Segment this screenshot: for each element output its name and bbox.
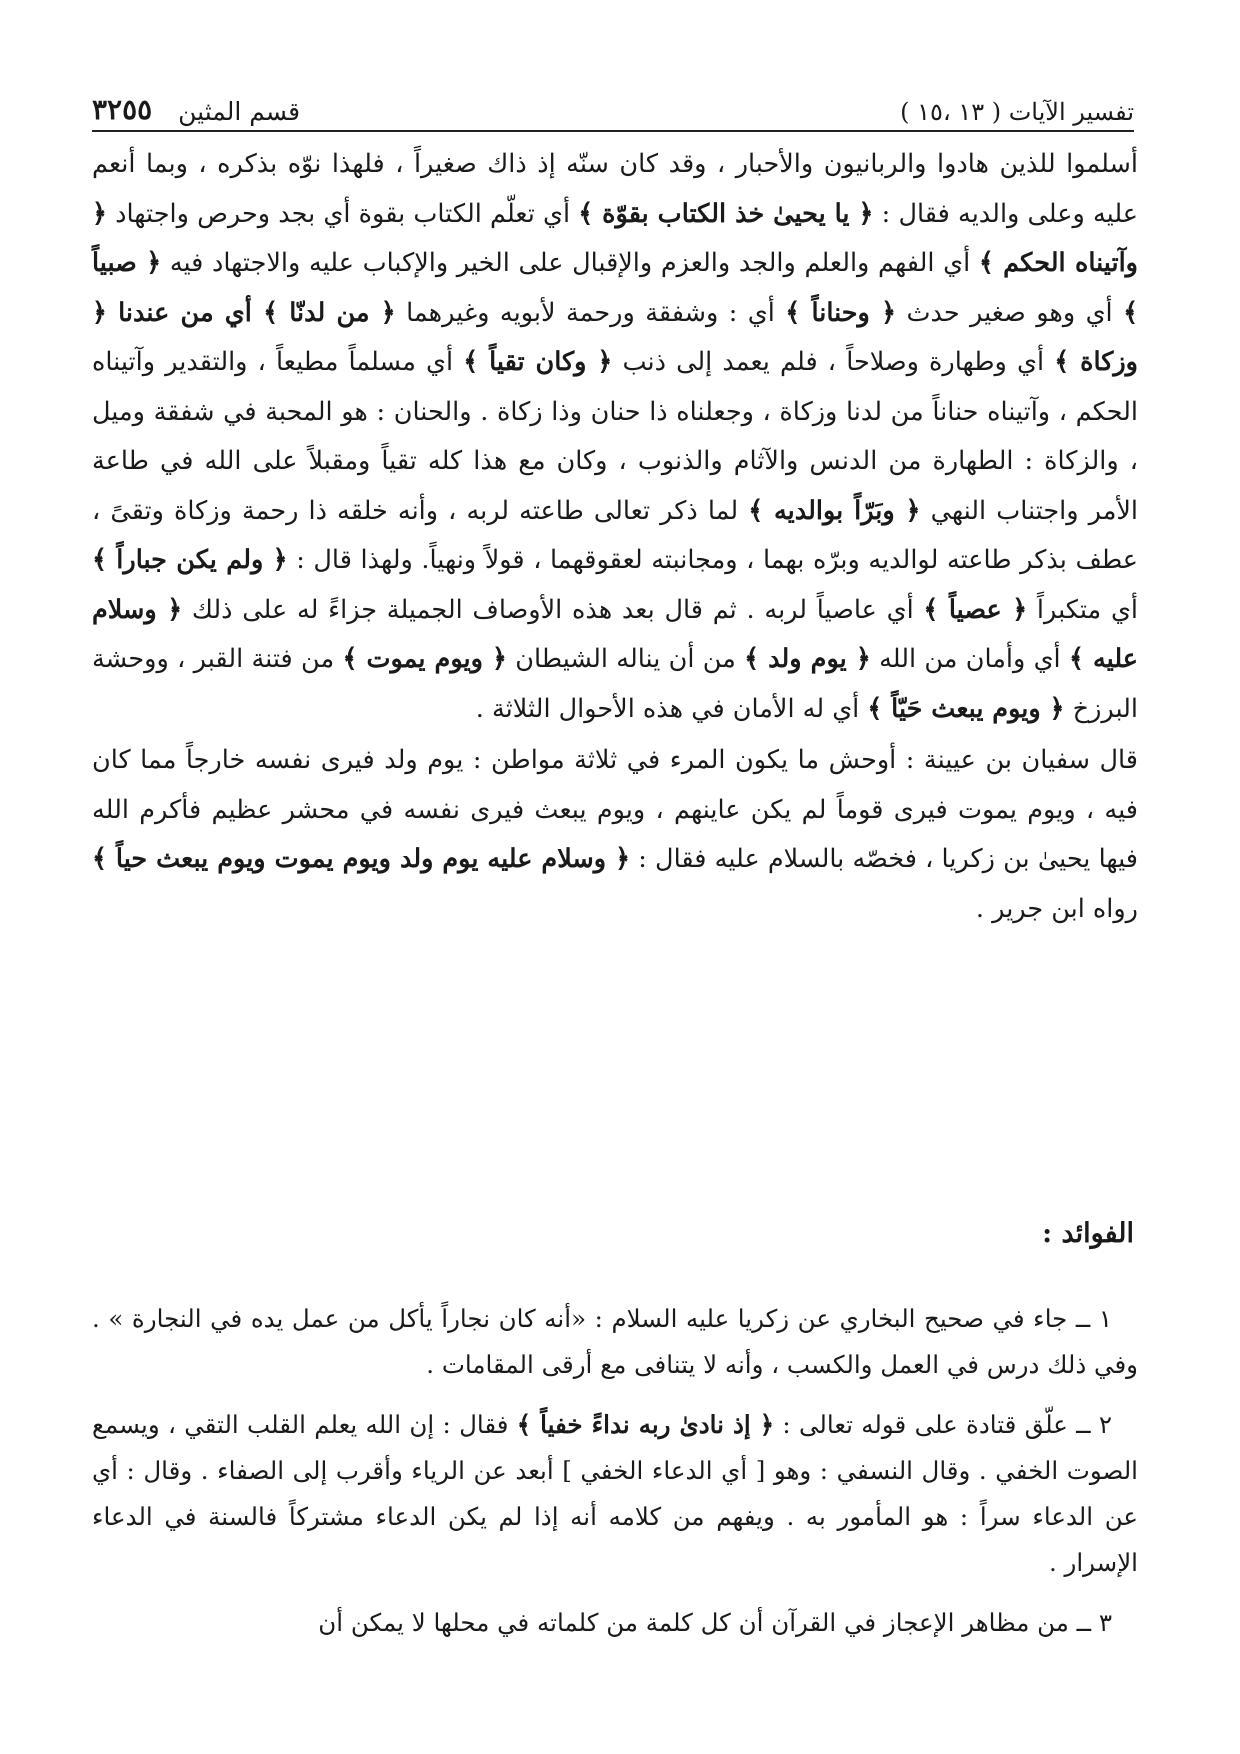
quran-quote: ﴿ وسلام عليه ﴾ [92,594,1138,674]
text-run: أي مسلماً مطيعاً ، والتقدير وآتيناه الحكم ، وآتيناه حناناً من لدنا وزكاة ، وجعلناه ذا حنان وذا زكاة . والحنان : هو المحبة في شفقة وميل ، والزكاة : الطهارة من الدنس والآثام والذنوب ، وكان مع هذا كله تقياً ومقبلاً على الله في طاعة الأمر واجتناب النهي [92,347,1138,526]
quran-quote: ﴿ ويوم يموت ﴾ [342,644,507,674]
text-run: أي وطهارة وصلاحاً ، فلم يعمد إلى ذنب [612,347,1055,377]
quran-quote: ﴿ عصياً ﴾ [923,594,1028,625]
text-run: أسلموا للذين هادوا والربانيون والأحبار ، وقد كان سنّه إذ ذاك صغيراً ، فلهذا نوّه بذكره ، وبما أنعم عليه وعلى والديه فقال : [92,149,1139,229]
quran-quote: ﴿ ويوم يبعث حَيّاً ﴾ [867,693,1065,724]
quran-quote: ﴿ وكان تقياً ﴾ [463,347,613,377]
header-section: قسم المثين [178,97,301,126]
text-run: من فتنة القبر ، ووحشة البرزخ [92,644,1138,724]
text-run: أي وأمان من الله [870,644,1069,674]
page-header [92,78,1134,126]
header-rule [92,130,1134,132]
quran-quote: ﴿ إذ نادىٰ ربه نداءً خفياً ﴾ [516,1410,775,1439]
benefit-item-2 [92,1402,1138,1586]
quran-quote: ﴿ ولم يكن جباراً ﴾ [92,545,288,575]
text-run: أي وهو صغير حدث [896,297,1124,328]
text-run: أي : وشفقة ورحمة لأبويه وغيرهما [395,297,786,328]
benefit-item-3: ٣ ــ من مظاهر الإعجاز في القرآن أن كل كلمة من كلماته في محلها لا يمكن أن [318,1608,1112,1637]
text-run: ٢ ــ علّق قتادة على قوله تعالى : [774,1410,1112,1439]
quran-quote: ﴿ وبَرّاً بوالديه ﴾ [748,495,921,526]
text-run: لما ذكر تعالى طاعته لربه ، وأنه خلقه ذا رحمة وزكاة وتقىً ، عطف بذكر طاعته لوالديه وبرّه بهما ، ومجانبته لعقوقهما ، قولاً ونهياً. ولهذا قال : [92,495,1138,575]
benefits-heading: الفوائد : [1042,1218,1134,1249]
quran-quote: ﴿ صبياً ﴾ [92,248,1139,328]
paragraph-1 [92,140,1138,734]
quran-quote: ﴿ يوم ولد ﴾ [744,644,871,674]
text-run: من أن يناله الشيطان [506,644,745,674]
page-number: ٣٢٥٥ [92,93,153,126]
text-run: أي له الأمان في هذه الأحوال الثلاثة . [475,693,868,724]
quran-quote: ﴿ يا يحيىٰ خذ الكتاب بقوّة ﴾ [578,198,874,229]
text-run: قال سفيان بن عيينة : أوحش ما يكون المرء في ثلاثة مواطن : يوم ولد فيرى نفسه خارجاً مما كان فيه ، ويوم يموت فيرى قوماً لم يكن عاينهم ، ويوم يبعث فيرى نفسه في محشر عظيم فأكرم الله فيها يحيىٰ بن زكريا ، فخصّه بالسلام عليه فقال : [92,745,1138,874]
text-run: أي متكبراً [1027,594,1138,625]
benefit-item-1: ١ ــ جاء في صحيح البخاري عن زكريا عليه السلام : «أنه كان نجاراً يأكل من عمل يده في النجارة » . وفي ذلك درس في العمل والكسب ، وأنه لا يتنافى مع أرقى المقامات . [92,1304,1138,1379]
quran-quote: ﴿ من لدنّا ﴾ [263,297,396,328]
quran-quote: ﴿ وحناناً ﴾ [785,297,897,328]
text-run: فقال : إن الله يعلم القلب التقي ، ويسمع الصوت الخفي . وقال النسفي : وهو [ أي الدعاء الخفي ] أبعد عن الرياء وأقرب إلى الصفاء . وقال : أي عن الدعاء سراً : هو المأمور به . ويفهم من كلامه أنه إذا لم يكن الدعاء مشتركاً فالسنة في الدعاء الإسرار . [92,1410,1138,1577]
quran-quote: ﴿ وزكاة ﴾ [92,297,1138,377]
header-title: تفسير الآيات ( ١٣ ،١٥ ) [900,98,1134,126]
text-run: أي تعلّم الكتاب بقوة أي بجد وحرص واجتهاد [106,198,579,229]
quran-quote: ﴿ وسلام عليه يوم ولد ويوم يموت ويوم يبعث حياً ﴾ [92,844,631,874]
quran-quote: ﴿ وآتيناه الحكم ﴾ [92,198,1138,278]
text-run: أي عاصياً لربه . ثم قال بعد هذه الأوصاف الجميلة جزاءً له على ذلك [182,594,924,625]
header-left-block [92,93,300,126]
paragraph-2 [92,736,1138,934]
text-run: أي الفهم والعلم والجد والعزم والإقبال على الخير والإكباب عليه والاجتهاد فيه [161,248,979,278]
text-run-bold: أي من عندنا [106,297,264,328]
text-run: رواه ابن جرير . [975,893,1138,924]
benefits-list [92,1296,1138,1660]
main-text [92,140,1138,934]
